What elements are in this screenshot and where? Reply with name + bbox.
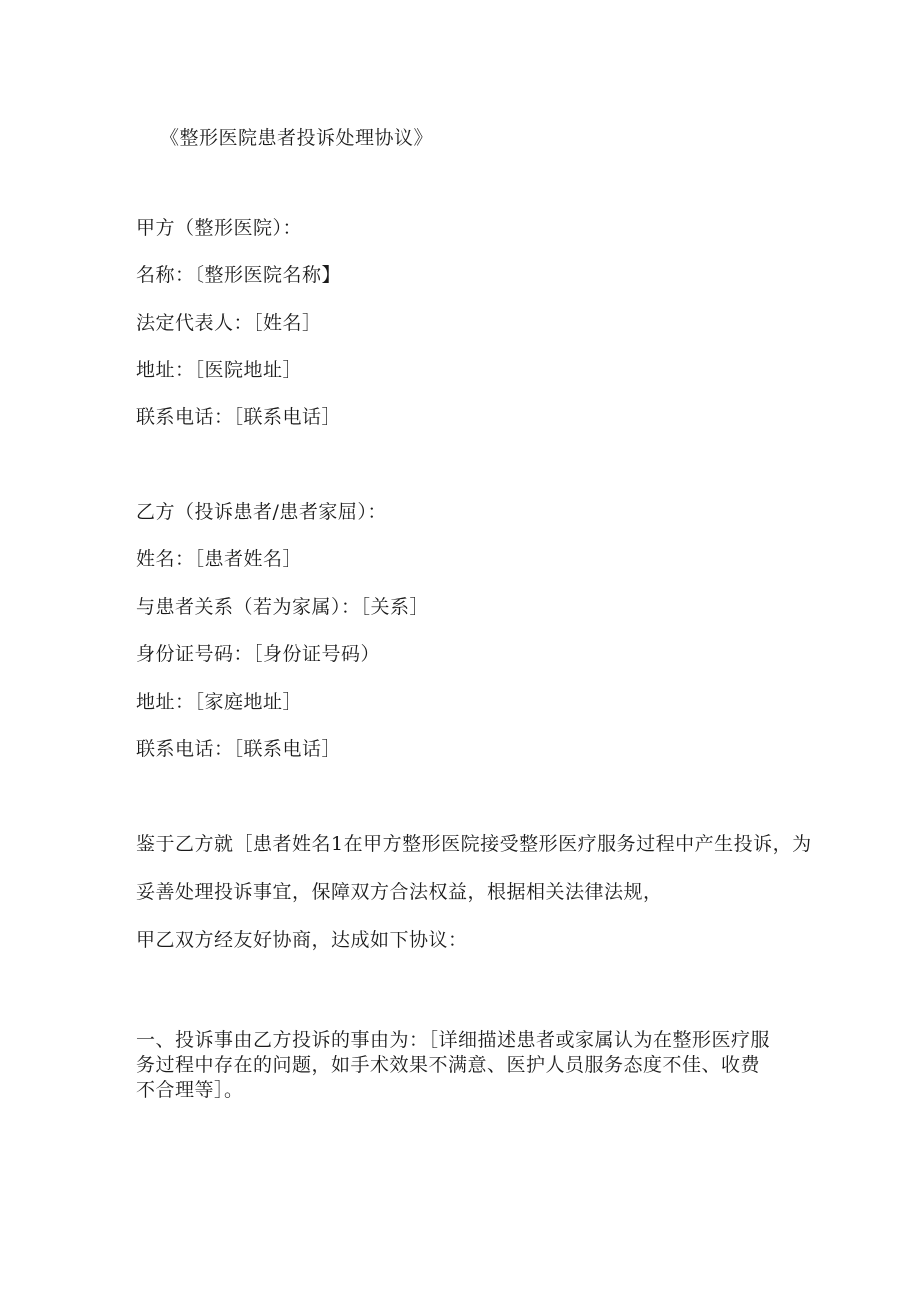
document-title: 《整形医院患者投诉处理协议》 [160, 127, 434, 149]
party-a-name: 名称：〔整形医院名称】 [136, 264, 342, 286]
party-b-phone: 联系电话：［联系电话］ [136, 738, 342, 760]
preamble-line-1: 鉴于乙方就［患者姓名1在甲方整形医院接受整形医疗服务过程中产生投诉，为 [136, 833, 812, 855]
party-b-address: 地址：［家庭地址］ [136, 691, 303, 713]
party-b-relation: 与患者关系（若为家属）：［关系］ [136, 596, 430, 618]
party-a-legal-rep: 法定代表人：［姓名］ [136, 312, 322, 334]
party-a-heading: 甲方（整形医院）： [136, 217, 303, 239]
section-1-complaint-reason: 一、投诉事由乙方投诉的事由为：［详细描述患者或家属认为在整形医疗服务过程中存在的问题，如手术效果不满意、医护人员服务态度不佳、收费不合理等］。 [136, 1029, 771, 1101]
party-a-address: 地址：［医院地址］ [136, 359, 303, 381]
party-b-heading: 乙方（投诉患者/患者家屈）： [136, 501, 387, 523]
party-b-name: 姓名：［患者姓名］ [136, 548, 303, 570]
preamble-line-2: 妥善处理投诉事宜，保障双方合法权益，根据相关法律法规， [136, 881, 663, 903]
party-a-phone: 联系电话：［联系电话］ [136, 406, 342, 428]
party-b-id-number: 身份证号码：［身份证号码） [136, 643, 381, 665]
preamble-line-3: 甲乙双方经友好协商，达成如下协议： [136, 929, 468, 951]
